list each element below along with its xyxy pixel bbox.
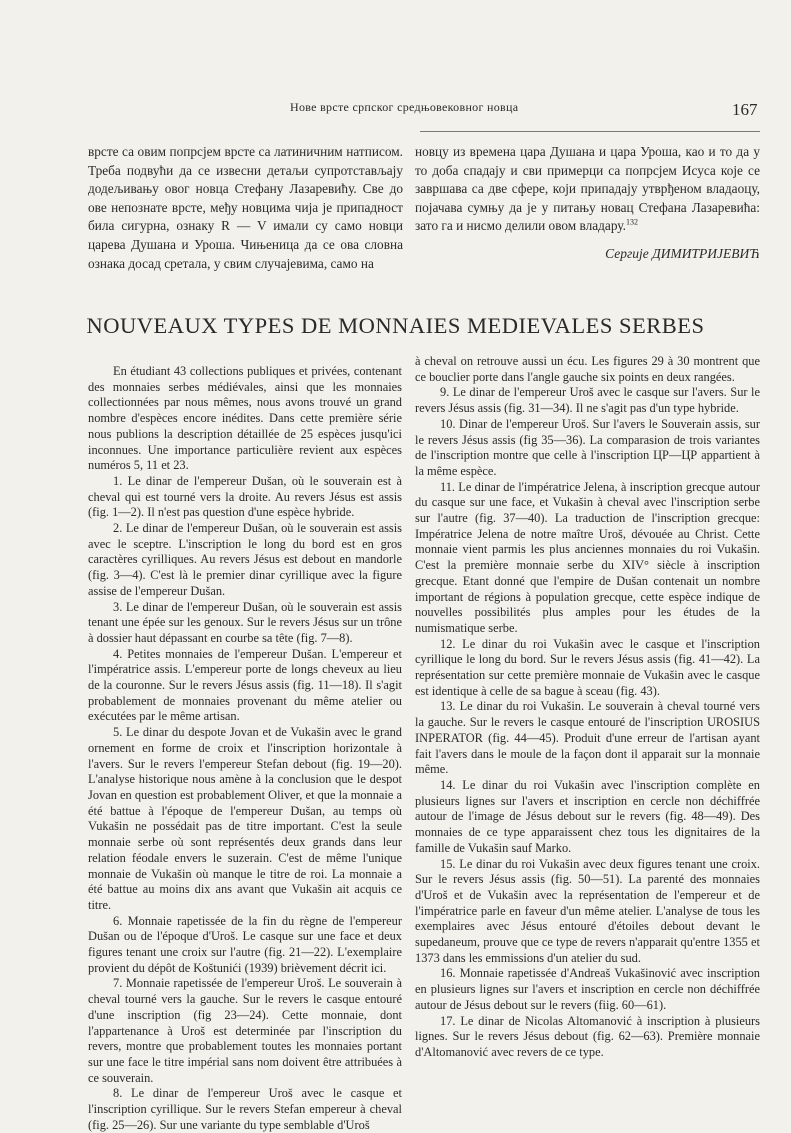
paragraph: 15. Le dinar du roi Vukašin avec deux figures tenant une croix. Sur le revers Jésus assis (fig. 50—51). La parenté des monnaies d'Uroš et de Vukašin avec la représentation de l'empereur et de l'impératrice parle en faveur d'un même atelier. L'analyse de tous les exemplaires avec Jésus entouré d'étoiles debout devant le supedaneum, prouve que ce type de revers n'apparait qu'entre 1355 et 1373 dans les emmissions d'un atelier du sud. (415, 856, 760, 965)
french-left-column (88, 354, 402, 1133)
paragraph: 9. Le dinar de l'empereur Uroš avec le casque sur l'avers. Sur le revers Jésus assis (fig. 31—34). Il ne s'agit pas d'un type hybride. (415, 385, 760, 416)
paragraph: 6. Monnaie rapetissée de la fin du règne de l'empereur Dušan ou de l'époque d'Uroš. Le casque sur une face et deux figures tenant une croix sur l'autre (fig. 21—22). L'exemplaire provient du dépôt de Koštunići (1939) brièvement décrit ici. (88, 913, 402, 975)
paragraph: En étudiant 43 collections publiques et privées, contenant des monnaies serbes médiévales, ainsi que les monnaies collectionnées par nous mêmes, nous avons trouvé un grand nombre d'espèces encore inédites. Dans cette première série nous publions la description détaillée de 25 espèces jusqu'ici inconnues. Une importance particulière revient aux espèces numéros 5, 11 et 23. (88, 364, 402, 473)
cyrillic-right-paragraph (415, 143, 760, 236)
paragraph: 2. Le dinar de l'empereur Dušan, où le souverain est assis avec le sceptre. L'inscription le long du bord est en gros caractères cyrilliques. Au revers Jésus est debout en mandorle (fig. 3—4). C'est là le premier dinar cyrillique avec la figure assise de l'empereur Dušan. (88, 521, 402, 598)
cyrillic-right-column (415, 143, 760, 236)
article-title: NOUVEAUX TYPES DE MONNAIES MEDIEVALES SERBES (86, 313, 705, 338)
footnote-reference: 132 (625, 217, 638, 227)
paragraph: 11. Le dinar de l'impératrice Jelena, à inscription grecque autour du casque sur une face, et Vukašin à cheval avec l'inscription serbe sur l'autre (fig. 37—40). La traduction de l'inscription grecque: Impératrice Jelena de notre maître Uroš, dévouée au Christ. Cette monnaie vient parmis les plus anciennes monnaies du roi Vukašin. C'est la première monnaie serbe du XIV° siècle à inscription grecque. Etant donné que l'empire de Dušan contenait un nombre important de régions à population grecque, cette espèce indique de nouvelles possibilités plus amples pour les études de la numismatique serbe. (415, 479, 760, 635)
author-signature: Сергије ДИМИТРИЈЕВИЋ (605, 246, 760, 261)
paragraph: 8. Le dinar de l'empereur Uroš avec le casque et l'inscription cyrillique. Sur le revers Stefan empereur à cheval (fig. 25—26). Sur une variante du type semblable d'Uroš (88, 1086, 402, 1132)
paragraph: 14. Le dinar du roi Vukašin avec l'inscription complète en plusieurs lignes sur l'avers et inscription en cercle non déchiffrée autour de l'image de Jésus debout sur le revers (fig. 48—49). Des monnaies de ce type apparaissent chez tous les dignitaires de la famille de Vukašin sauf Marko. (415, 777, 760, 855)
paragraph: 7. Monnaie rapetissée de l'empereur Uroš. Le souverain à cheval tourné vers la gauche. Sur le revers le casque entouré d'une inscription (fig 23—24). Cette monnaie, dont l'appartenance à Uroš est determinée par l'inscription du revers, montre que probablement toutes les monnaies portant sur une face le titre impérial sans nom doivent être attribuées à ce souverain. (88, 976, 402, 1085)
paragraph: 16. Monnaie rapetissée d'Andreaš Vukašinović avec inscription en plusieurs lignes sur l'avers et inscription en cercle non déchiffrée autour de Jésus debout sur le revers (fiig. 60—61). (415, 966, 760, 1012)
cyrillic-left-column (88, 143, 403, 273)
page-number: 167 (732, 100, 758, 119)
paragraph: 1. Le dinar de l'empereur Dušan, où le souverain est à cheval qui est tourné vers la droite. Au revers Jésus est assis (fig. 1—2). Il n'est pas question d'une espèce hybride. (88, 473, 402, 520)
running-title: Нове врсте српског средњовековног новца (290, 100, 519, 114)
cyrillic-left-paragraph: врсте са овим попрсјем врсте са латиничним натписом. Треба подвући да се извесни детаљи супротстављају додељивању овог новца Стефану Лазаревићу. Све до ове непознате врсте, међу новцима чија је припадност била сигурна, ознаку R — V имали су само новци царева Душана и Уроша. Чињеница да се ова словна ознака досад сретала, у свим случајевима, само на (88, 144, 403, 271)
paragraph: 5. Le dinar du despote Jovan et de Vukašin avec le grand ornement en forme de croix et l'inscription horizontale à l'avers. Sur le revers l'empereur Stefan debout (fig. 19—20). L'analyse historique nous amène à la conclusion que le despot Jovan en question est probablement Oliver, et que la monnaie a été battue à l'époque de l'empereur Dušan, au temps où Vukašin ne possédait pas de titre important. C'est la seule monnaie serbe où sont représentés deux grands dans leur relation féodale envers le suzerain. C'est de même l'unique monnaie de Vukašin où manque le titre de roi. La monnaie a été battue au moins dix ans avant que Vukašin ait acquis ce titre. (88, 725, 402, 912)
cyrillic-right-text: новцу из времена цара Душана и цара Уроша, као и то да у то доба спадају и сви примерци са попрсјем Исуса које се завршава са две сфере, који припадају утврђеном владаоцу, појачава сумњу да је у питању новац Стефана Лазаревића: зато га и нисмо делили овом владару. (415, 144, 760, 234)
paragraph: à cheval on retrouve aussi un écu. Les figures 29 à 30 montrent que ce bouclier porte dans l'angle gauche six points en deux rangées. (415, 354, 760, 384)
header-rule (420, 131, 760, 132)
paragraph: 13. Le dinar du roi Vukašin. Le souverain à cheval tourné vers la gauche. Sur le revers le casque entouré de l'inscription UROSIUS INPERATOR (fig. 44—45). Produit d'une erreur de l'artisan ayant fait l'avers dans le moule de la façon dont il apparait sur la monnaie même. (415, 699, 760, 777)
paragraph: 4. Petites monnaies de l'empereur Dušan. L'empereur et l'impératrice assis. L'empereur porte de longs cheveux au lieu de la couronne. Sur le revers Jésus assis (fig. 11—18). Il s'agit probablement de monnaies provenant du même atelier ou exécutées par le même artisan. (88, 646, 402, 724)
paragraph: 10. Dinar de l'empereur Uroš. Sur l'avers le Souverain assis, sur le revers Jésus assis (fig 35—36). La comparasion de trois variantes de l'inscription montre que celle à l'inscription ЦР—ЦР appartient à la même espèce. (415, 416, 760, 478)
paragraph: 3. Le dinar de l'empereur Dušan, où le souverain est assis tenant une épée sur les genoux. Sur le revers Jésus sur un trône à dossier haut dépassant en courbe sa tête (fig. 7—8). (88, 599, 402, 645)
paragraph: 17. Le dinar de Nicolas Altomanović à inscription à plusieurs lignes. Sur le revers Jésus debout (fig. 62—63). Première monnaie d'Altomanović avec revers de ce type. (415, 1013, 760, 1059)
french-right-column (415, 354, 760, 1061)
paragraph: 12. Le dinar du roi Vukašin avec le casque et l'inscription cyrillique le long du bord. Sur le revers Jésus assis (fig. 41—42). La représentation sur cette première monnaie de Vukašin avec le casque est identique à celle de sa bague à sceau (fig. 43). (415, 636, 760, 698)
